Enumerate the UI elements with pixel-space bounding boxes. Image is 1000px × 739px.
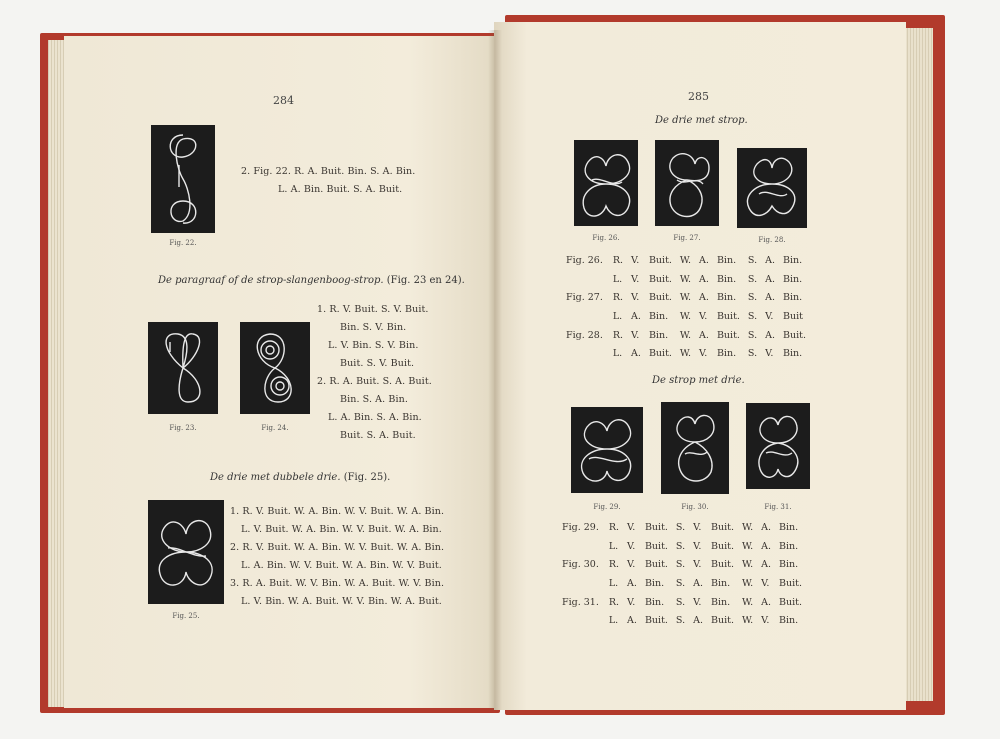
table2-cell: L.	[608, 615, 619, 627]
notation-table-strop-met-drie	[558, 518, 806, 630]
table1-cell: V.	[631, 329, 640, 341]
page-number-left: 284	[273, 94, 294, 107]
figure-27	[655, 140, 719, 226]
table2-cell: L.	[608, 577, 619, 589]
table1-cell: Bin.	[716, 254, 737, 266]
table1-cell: S.	[747, 254, 758, 266]
table1-cell: Buit.	[783, 329, 806, 341]
table2-cell: A.	[627, 577, 637, 589]
figure-24-caption: Fig. 24.	[261, 424, 289, 432]
table2-cell: V.	[627, 559, 636, 571]
table2-cell: S.	[675, 577, 686, 589]
table2-cell: L.	[608, 540, 619, 552]
table2-cell: Bin.	[711, 596, 731, 608]
figure-24	[240, 322, 310, 414]
block3-line-2: L. V. Buit. W. A. Bin. W. V. Buit. W. A. Bin.	[241, 524, 442, 535]
table2-cell: W.	[742, 615, 754, 627]
table2-cell: A.	[761, 596, 772, 608]
table2-cell: R.	[608, 521, 620, 533]
table2-cell: Buit.	[644, 521, 668, 533]
table1-cell: L.	[612, 348, 623, 360]
table2-cell: S.	[675, 615, 686, 627]
table1-cell: Bin.	[716, 273, 737, 285]
table1-cell: Bin.	[716, 292, 737, 304]
table1-row	[562, 326, 810, 345]
table2-cell: V.	[693, 521, 702, 533]
table1-cell: Buit.	[716, 310, 740, 322]
table1-row	[562, 344, 810, 363]
table2-cell: S.	[675, 521, 686, 533]
figure-23	[148, 322, 218, 414]
table2-cell: Buit.	[711, 540, 734, 552]
section-heading-strop-met-drie: De strop met drie.	[652, 375, 745, 386]
figure-28-caption: Fig. 28.	[758, 236, 786, 244]
table2-cell: Fig. 29.	[562, 521, 599, 533]
table1-cell: V.	[631, 273, 640, 285]
table2-cell: S.	[675, 596, 686, 608]
table2-cell: Buit.	[779, 596, 802, 608]
block2-line-5: 2. R. A. Buit. S. A. Buit.	[317, 376, 432, 387]
table2-cell: A.	[761, 540, 772, 552]
table2-cell: A.	[693, 615, 704, 627]
figure-28	[737, 148, 807, 228]
figure-27-caption: Fig. 27.	[673, 234, 701, 242]
figure-25-caption: Fig. 25.	[172, 612, 200, 620]
notation-table-drie-met-strop	[562, 251, 810, 363]
table2-cell: Bin.	[779, 540, 799, 552]
figure-25	[148, 500, 224, 604]
figure-30	[661, 402, 729, 494]
table2-row	[558, 593, 806, 612]
table1-cell: A.	[631, 348, 641, 360]
figure-29-caption: Fig. 29.	[593, 503, 621, 511]
table1-cell: Fig. 28.	[566, 329, 603, 341]
table2-cell	[558, 537, 605, 556]
table1-cell: Buit	[783, 310, 803, 322]
table1-cell: W.	[679, 273, 692, 285]
table1-row	[562, 251, 810, 270]
table2-row	[558, 537, 806, 556]
section-heading-drie-met-strop: De drie met strop.	[655, 115, 748, 126]
table1-cell	[562, 307, 609, 326]
block2-line-6: Bin. S. A. Bin.	[340, 394, 408, 405]
table1-cell: Bin.	[648, 310, 669, 322]
table2-cell: W.	[742, 596, 754, 608]
table1-cell: S.	[747, 310, 758, 322]
table2-cell: V.	[761, 615, 770, 627]
table2-cell: Bin.	[779, 615, 799, 627]
table1-cell: W.	[679, 329, 692, 341]
table2-cell: A.	[627, 615, 637, 627]
table1-cell: A.	[765, 273, 776, 285]
block2-line-2: Bin. S. V. Bin.	[340, 322, 407, 333]
table1-row	[562, 307, 810, 326]
fig22-text-line-2: L. A. Bin. Buit. S. A. Buit.	[278, 184, 403, 195]
table1-cell: Buit.	[716, 329, 740, 341]
table2-cell: V.	[693, 596, 702, 608]
block3-line-4: L. A. Bin. W. V. Buit. W. A. Bin. W. V. Buit.	[241, 560, 442, 571]
section-heading-paragraaf-title: De paragraaf of de strop-slangenboog-strop.	[158, 275, 384, 286]
figure-26	[574, 140, 638, 226]
fig22-text-line-1: 2. Fig. 22. R. A. Buit. Bin. S. A. Bin.	[241, 166, 416, 177]
table1-cell: A.	[765, 329, 776, 341]
table1-cell: V.	[631, 254, 640, 266]
table2-cell	[558, 611, 605, 630]
table2-cell: W.	[742, 559, 754, 571]
table2-cell: A.	[761, 521, 772, 533]
table2-cell	[558, 574, 605, 593]
table2-row	[558, 611, 806, 630]
table1-cell: Buit.	[648, 292, 672, 304]
table2-cell: Buit.	[711, 615, 734, 627]
figure-23-caption: Fig. 23.	[169, 424, 197, 432]
table2-cell: W.	[742, 521, 754, 533]
table2-cell: Bin.	[644, 577, 665, 589]
table1-cell: A.	[765, 254, 776, 266]
table1-cell: A.	[765, 292, 776, 304]
table2-cell: Bin.	[711, 577, 731, 589]
table2-cell: R.	[608, 559, 620, 571]
table2-cell: Buit.	[644, 559, 668, 571]
table1-cell: Buit.	[648, 348, 672, 360]
table2-cell: W.	[742, 577, 754, 589]
block3-line-6: L. V. Bin. W. A. Buit. W. V. Bin. W. A. Buit.	[241, 596, 442, 607]
table1-cell: S.	[747, 292, 758, 304]
table1-cell: R.	[612, 292, 624, 304]
table2-cell: Buit.	[644, 540, 668, 552]
block2-line-1: 1. R. V. Buit. S. V. Buit.	[317, 304, 429, 315]
table1-cell: W.	[679, 254, 692, 266]
table2-cell: V.	[627, 540, 636, 552]
table1-cell: W.	[679, 348, 692, 360]
table1-cell: S.	[747, 348, 758, 360]
figure-30-caption: Fig. 30.	[681, 503, 709, 511]
table2-cell: V.	[693, 559, 702, 571]
table1-cell: V.	[631, 292, 640, 304]
table2-cell: Buit.	[711, 559, 734, 571]
book-gutter	[488, 30, 502, 710]
table1-cell: A.	[699, 273, 709, 285]
table2-cell: Bin.	[779, 559, 799, 571]
table1-cell: V.	[765, 348, 774, 360]
table1-cell: Bin.	[716, 348, 737, 360]
table1-cell: W.	[679, 292, 692, 304]
table2-cell: W.	[742, 540, 754, 552]
table1-cell: R.	[612, 254, 624, 266]
section-heading-paragraaf	[158, 275, 465, 286]
block3-line-5: 3. R. A. Buit. W. V. Bin. W. A. Buit. W. V. Bin.	[230, 578, 445, 589]
figure-29	[571, 407, 643, 493]
table1-cell	[562, 344, 609, 363]
table2-cell: V.	[693, 540, 702, 552]
table2-cell: S.	[675, 559, 686, 571]
table1-cell: Fig. 27.	[566, 292, 603, 304]
table1-cell: V.	[699, 310, 708, 322]
block3-line-1: 1. R. V. Buit. W. A. Bin. W. V. Buit. W. A. Bin.	[230, 506, 445, 517]
table2-cell: Buit.	[779, 577, 802, 589]
table1-cell: Bin.	[783, 292, 803, 304]
table2-cell: Buit.	[711, 521, 734, 533]
table1-row	[562, 270, 810, 289]
figure-22	[151, 125, 215, 233]
table1-cell: S.	[747, 329, 758, 341]
table2-row	[558, 555, 806, 574]
section-heading-dubbele-drie-ref: (Fig. 25).	[343, 472, 391, 483]
table1-cell: Fig. 26.	[566, 254, 603, 266]
table1-cell: S.	[747, 273, 758, 285]
table2-cell: V.	[627, 596, 636, 608]
block2-line-8: Buit. S. A. Buit.	[340, 430, 416, 441]
table2-cell: Fig. 31.	[562, 596, 599, 608]
table1-cell: V.	[699, 348, 708, 360]
table1-cell: Bin.	[648, 329, 669, 341]
figure-22-caption: Fig. 22.	[169, 239, 197, 247]
page-number-right: 285	[688, 90, 709, 103]
table2-cell: Bin.	[644, 596, 665, 608]
table2-cell: V.	[627, 521, 636, 533]
table1-cell: V.	[765, 310, 774, 322]
section-heading-paragraaf-ref: (Fig. 23 en 24).	[386, 275, 465, 286]
table1-cell: Buit.	[648, 254, 672, 266]
table1-cell: A.	[699, 254, 709, 266]
table2-cell: S.	[675, 540, 686, 552]
table1-cell: W.	[679, 310, 692, 322]
table2-cell: A.	[693, 577, 704, 589]
table2-cell: Buit.	[644, 615, 668, 627]
table1-cell: R.	[612, 329, 624, 341]
table1-cell: Bin.	[783, 273, 803, 285]
table2-cell: Bin.	[779, 521, 799, 533]
table2-cell: R.	[608, 596, 620, 608]
section-heading-dubbele-drie-title: De drie met dubbele drie.	[210, 472, 341, 483]
block2-line-3: L. V. Bin. S. V. Bin.	[328, 340, 419, 351]
table2-cell: A.	[761, 559, 772, 571]
table1-cell: A.	[631, 310, 641, 322]
page-edges-right	[905, 28, 933, 701]
table1-cell: Bin.	[783, 254, 803, 266]
table1-cell: A.	[699, 329, 709, 341]
figure-31-caption: Fig. 31.	[764, 503, 792, 511]
block2-line-7: L. A. Bin. S. A. Bin.	[328, 412, 422, 423]
figure-31	[746, 403, 810, 489]
table1-cell	[562, 270, 609, 289]
figure-26-caption: Fig. 26.	[592, 234, 620, 242]
table1-cell: L.	[612, 310, 623, 322]
table1-cell: A.	[699, 292, 709, 304]
table1-cell: L.	[612, 273, 623, 285]
table2-cell: Fig. 30.	[562, 559, 599, 571]
block2-line-4: Buit. S. V. Buit.	[340, 358, 415, 369]
block3-line-3: 2. R. V. Buit. W. A. Bin. W. V. Buit. W. A. Bin.	[230, 542, 445, 553]
table1-row	[562, 288, 810, 307]
table2-row	[558, 574, 806, 593]
section-heading-dubbele-drie	[210, 472, 390, 483]
table2-cell: V.	[761, 577, 770, 589]
table2-row	[558, 518, 806, 537]
table1-cell: Buit.	[648, 273, 672, 285]
table1-cell: Bin.	[783, 348, 803, 360]
